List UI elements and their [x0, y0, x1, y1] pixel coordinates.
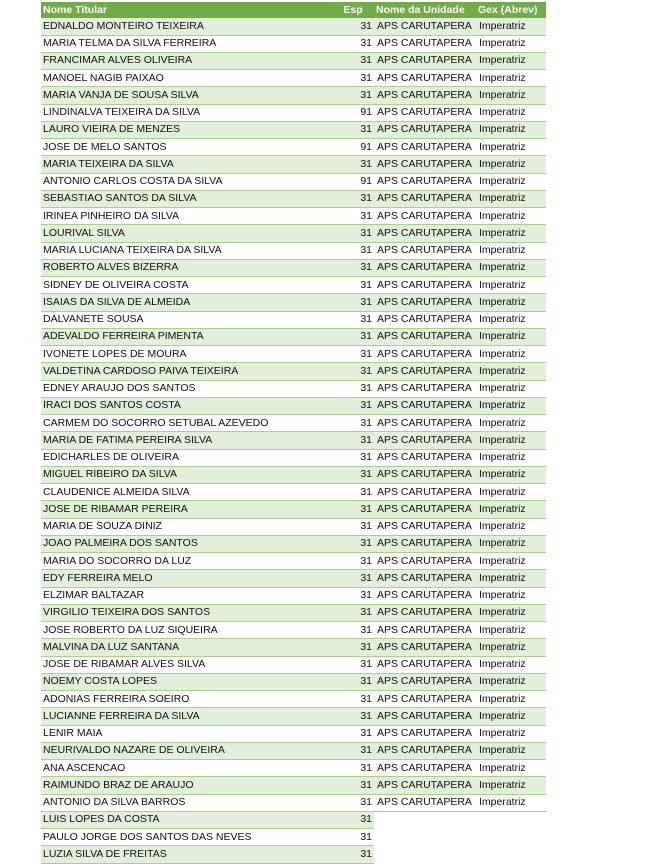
cell-esp[interactable]: 31: [332, 432, 374, 449]
cell-nome-titular[interactable]: LUIS LOPES DA COSTA: [41, 811, 332, 828]
cell-nome-titular[interactable]: LUCIANNE FERREIRA DA SILVA: [41, 708, 332, 725]
cell-nome-titular[interactable]: LENIR MAIA: [41, 725, 332, 742]
cell-nome-titular[interactable]: EDY FERREIRA MELO: [41, 570, 332, 587]
cell-nome-titular[interactable]: RAIMUNDO BRAZ DE ARAUJO: [41, 777, 332, 794]
table-row: [41, 829, 546, 846]
cell-gex[interactable]: Imperatriz: [476, 673, 546, 690]
cell-nome-unidade[interactable]: APS CARUTAPERA: [374, 139, 476, 156]
cell-gex[interactable]: Imperatriz: [476, 656, 546, 673]
cell-esp[interactable]: 31: [332, 811, 374, 828]
cell-nome-titular[interactable]: JOSE ROBERTO DA LUZ SIQUEIRA: [41, 622, 332, 639]
cell-nome-titular[interactable]: ADEVALDO FERREIRA PIMENTA: [41, 328, 332, 345]
cell-nome-unidade[interactable]: APS CARUTAPERA: [374, 449, 476, 466]
cell-nome-titular[interactable]: VIRGILIO TEIXEIRA DOS SANTOS: [41, 604, 332, 621]
table-row: [41, 639, 546, 656]
cell-nome-titular[interactable]: JOSE DE RIBAMAR PEREIRA: [41, 501, 332, 518]
cell-nome-titular[interactable]: ROBERTO ALVES BIZERRA: [41, 259, 332, 276]
cell-nome-unidade[interactable]: APS CARUTAPERA: [374, 311, 476, 328]
cell-gex[interactable]: Imperatriz: [476, 121, 546, 138]
cell-esp[interactable]: 31: [332, 363, 374, 380]
cell-nome-titular[interactable]: LAURO VIEIRA DE MENZES: [41, 121, 332, 138]
table-row: [41, 328, 546, 345]
cell-nome-unidade[interactable]: APS CARUTAPERA: [374, 242, 476, 259]
table-row: [41, 363, 546, 380]
table-row: [41, 742, 546, 759]
cell-nome-titular[interactable]: MANOEL NAGIB PAIXAO: [41, 70, 332, 87]
cell-gex[interactable]: Imperatriz: [476, 449, 546, 466]
cell-gex[interactable]: [476, 846, 546, 863]
cell-gex[interactable]: Imperatriz: [476, 535, 546, 552]
cell-gex[interactable]: Imperatriz: [476, 18, 546, 35]
cell-gex[interactable]: Imperatriz: [476, 190, 546, 207]
cell-nome-unidade[interactable]: APS CARUTAPERA: [374, 397, 476, 414]
cell-gex[interactable]: Imperatriz: [476, 52, 546, 69]
header-nome-unidade[interactable]: Nome da Unidade: [374, 2, 476, 18]
cell-gex[interactable]: Imperatriz: [476, 397, 546, 414]
cell-gex[interactable]: Imperatriz: [476, 311, 546, 328]
cell-nome-titular[interactable]: MALVINA DA LUZ SANTANA: [41, 639, 332, 656]
cell-gex[interactable]: Imperatriz: [476, 415, 546, 432]
cell-esp[interactable]: 31: [332, 639, 374, 656]
cell-nome-unidade[interactable]: APS CARUTAPERA: [374, 466, 476, 483]
table-row: [41, 760, 546, 777]
cell-nome-unidade[interactable]: APS CARUTAPERA: [374, 18, 476, 35]
cell-nome-unidade[interactable]: APS CARUTAPERA: [374, 259, 476, 276]
table-row: [41, 277, 546, 294]
cell-nome-unidade[interactable]: APS CARUTAPERA: [374, 346, 476, 363]
cell-nome-unidade[interactable]: APS CARUTAPERA: [374, 777, 476, 794]
cell-gex[interactable]: Imperatriz: [476, 725, 546, 742]
cell-gex[interactable]: Imperatriz: [476, 225, 546, 242]
cell-gex[interactable]: Imperatriz: [476, 518, 546, 535]
cell-nome-titular[interactable]: MARIA VANJA DE SOUSA SILVA: [41, 87, 332, 104]
table-row: [41, 173, 546, 190]
cell-nome-titular[interactable]: IVONETE LOPES DE MOURA: [41, 346, 332, 363]
cell-nome-titular[interactable]: IRINEA PINHEIRO DA SILVA: [41, 208, 332, 225]
table-row: [41, 725, 546, 742]
cell-esp[interactable]: 31: [332, 35, 374, 52]
cell-nome-unidade[interactable]: APS CARUTAPERA: [374, 501, 476, 518]
table-row: [41, 225, 546, 242]
cell-nome-titular[interactable]: CLAUDENICE ALMEIDA SILVA: [41, 484, 332, 501]
cell-esp[interactable]: 31: [332, 18, 374, 35]
cell-nome-unidade[interactable]: APS CARUTAPERA: [374, 794, 476, 811]
cell-esp[interactable]: 31: [332, 466, 374, 483]
cell-esp[interactable]: 31: [332, 311, 374, 328]
cell-gex[interactable]: Imperatriz: [476, 587, 546, 604]
cell-gex[interactable]: Imperatriz: [476, 380, 546, 397]
cell-nome-unidade[interactable]: [374, 811, 476, 828]
cell-nome-titular[interactable]: EDICHARLES DE OLIVEIRA: [41, 449, 332, 466]
table-row: [41, 208, 546, 225]
header-esp[interactable]: Esp: [332, 2, 374, 18]
cell-nome-titular[interactable]: LUZIA SILVA DE FREITAS: [41, 846, 332, 863]
cell-nome-unidade[interactable]: APS CARUTAPERA: [374, 622, 476, 639]
table-row: [41, 604, 546, 621]
cell-nome-titular[interactable]: NEURIVALDO NAZARE DE OLIVEIRA: [41, 742, 332, 759]
cell-nome-unidade[interactable]: APS CARUTAPERA: [374, 190, 476, 207]
table-row: [41, 259, 546, 276]
table-row: [41, 501, 546, 518]
cell-gex[interactable]: Imperatriz: [476, 259, 546, 276]
cell-esp[interactable]: 31: [332, 415, 374, 432]
cell-esp[interactable]: 31: [332, 518, 374, 535]
cell-nome-titular[interactable]: SEBASTIAO SANTOS DA SILVA: [41, 190, 332, 207]
cell-nome-unidade[interactable]: APS CARUTAPERA: [374, 328, 476, 345]
cell-nome-titular[interactable]: DALVANETE SOUSA: [41, 311, 332, 328]
cell-nome-titular[interactable]: ANTONIO CARLOS COSTA DA SILVA: [41, 173, 332, 190]
cell-nome-titular[interactable]: JOAO PALMEIRA DOS SANTOS: [41, 535, 332, 552]
table-row: [41, 18, 546, 35]
cell-esp[interactable]: 31: [332, 777, 374, 794]
cell-nome-titular[interactable]: PAULO JORGE DOS SANTOS DAS NEVES: [41, 829, 332, 846]
table-row: [41, 121, 546, 138]
cell-gex[interactable]: Imperatriz: [476, 294, 546, 311]
cell-gex[interactable]: Imperatriz: [476, 87, 546, 104]
cell-nome-unidade[interactable]: APS CARUTAPERA: [374, 156, 476, 173]
cell-nome-titular[interactable]: SIDNEY DE OLIVEIRA COSTA: [41, 277, 332, 294]
cell-gex[interactable]: Imperatriz: [476, 742, 546, 759]
cell-gex[interactable]: Imperatriz: [476, 484, 546, 501]
cell-nome-unidade[interactable]: APS CARUTAPERA: [374, 87, 476, 104]
cell-nome-titular[interactable]: EDNEY ARAUJO DOS SANTOS: [41, 380, 332, 397]
cell-nome-titular[interactable]: MARIA DE FATIMA PEREIRA SILVA: [41, 432, 332, 449]
table-row: [41, 294, 546, 311]
cell-gex[interactable]: Imperatriz: [476, 777, 546, 794]
cell-nome-unidade[interactable]: APS CARUTAPERA: [374, 277, 476, 294]
cell-nome-unidade[interactable]: APS CARUTAPERA: [374, 708, 476, 725]
cell-nome-titular[interactable]: ELZIMAR BALTAZAR: [41, 587, 332, 604]
cell-nome-unidade[interactable]: APS CARUTAPERA: [374, 673, 476, 690]
table-row: [41, 70, 546, 87]
cell-nome-unidade[interactable]: APS CARUTAPERA: [374, 760, 476, 777]
cell-gex[interactable]: Imperatriz: [476, 277, 546, 294]
cell-nome-unidade[interactable]: APS CARUTAPERA: [374, 70, 476, 87]
table-row: [41, 622, 546, 639]
table-row: [41, 415, 546, 432]
cell-nome-titular[interactable]: VALDETINA CARDOSO PAIVA TEIXEIRA: [41, 363, 332, 380]
cell-esp[interactable]: 31: [332, 570, 374, 587]
cell-nome-unidade[interactable]: APS CARUTAPERA: [374, 535, 476, 552]
cell-esp[interactable]: 31: [332, 449, 374, 466]
cell-esp[interactable]: 31: [332, 553, 374, 570]
cell-esp[interactable]: 91: [332, 104, 374, 121]
table-row: [41, 346, 546, 363]
cell-nome-titular[interactable]: IRACI DOS SANTOS COSTA: [41, 397, 332, 414]
table-row: [41, 397, 546, 414]
table-row: [41, 535, 546, 552]
cell-nome-unidade[interactable]: APS CARUTAPERA: [374, 35, 476, 52]
table-row: [41, 656, 546, 673]
cell-gex[interactable]: Imperatriz: [476, 346, 546, 363]
cell-esp[interactable]: 31: [332, 380, 374, 397]
cell-esp[interactable]: 31: [332, 87, 374, 104]
cell-nome-unidade[interactable]: APS CARUTAPERA: [374, 104, 476, 121]
cell-gex[interactable]: Imperatriz: [476, 139, 546, 156]
cell-gex[interactable]: Imperatriz: [476, 70, 546, 87]
table-row: [41, 87, 546, 104]
cell-gex[interactable]: Imperatriz: [476, 208, 546, 225]
cell-nome-unidade[interactable]: APS CARUTAPERA: [374, 208, 476, 225]
cell-esp[interactable]: 31: [332, 190, 374, 207]
cell-gex[interactable]: Imperatriz: [476, 708, 546, 725]
cell-gex[interactable]: Imperatriz: [476, 570, 546, 587]
cell-nome-unidade[interactable]: APS CARUTAPERA: [374, 656, 476, 673]
cell-esp[interactable]: 31: [332, 604, 374, 621]
cell-esp[interactable]: 31: [332, 259, 374, 276]
cell-esp[interactable]: 31: [332, 156, 374, 173]
cell-nome-unidade[interactable]: APS CARUTAPERA: [374, 484, 476, 501]
table-row: [41, 777, 546, 794]
cell-nome-titular[interactable]: LINDINALVA TEIXEIRA DA SILVA: [41, 104, 332, 121]
cell-esp[interactable]: 31: [332, 484, 374, 501]
cell-gex[interactable]: Imperatriz: [476, 328, 546, 345]
cell-nome-titular[interactable]: MARIA TELMA DA SILVA FERREIRA: [41, 35, 332, 52]
cell-esp[interactable]: 31: [332, 656, 374, 673]
cell-esp[interactable]: 31: [332, 328, 374, 345]
cell-esp[interactable]: 31: [332, 294, 374, 311]
cell-esp[interactable]: 31: [332, 121, 374, 138]
cell-nome-titular[interactable]: NOEMY COSTA LOPES: [41, 673, 332, 690]
table-row: [41, 673, 546, 690]
cell-esp[interactable]: 31: [332, 535, 374, 552]
cell-esp[interactable]: 31: [332, 673, 374, 690]
table-row: [41, 139, 546, 156]
cell-gex[interactable]: Imperatriz: [476, 432, 546, 449]
table-row: [41, 794, 546, 811]
cell-esp[interactable]: 31: [332, 760, 374, 777]
table-row: [41, 432, 546, 449]
cell-nome-unidade[interactable]: APS CARUTAPERA: [374, 52, 476, 69]
spreadsheet-table-container: [41, 2, 546, 864]
cell-esp[interactable]: 91: [332, 173, 374, 190]
cell-gex[interactable]: Imperatriz: [476, 622, 546, 639]
table-row: [41, 708, 546, 725]
cell-esp[interactable]: 31: [332, 794, 374, 811]
cell-nome-titular[interactable]: FRANCIMAR ALVES OLIVEIRA: [41, 52, 332, 69]
cell-nome-unidade[interactable]: APS CARUTAPERA: [374, 570, 476, 587]
table-row: [41, 691, 546, 708]
cell-esp[interactable]: 31: [332, 622, 374, 639]
cell-nome-unidade[interactable]: APS CARUTAPERA: [374, 225, 476, 242]
cell-gex[interactable]: Imperatriz: [476, 173, 546, 190]
cell-gex[interactable]: Imperatriz: [476, 242, 546, 259]
cell-esp[interactable]: 31: [332, 829, 374, 846]
cell-nome-unidade[interactable]: APS CARUTAPERA: [374, 691, 476, 708]
table-row: [41, 52, 546, 69]
cell-nome-unidade[interactable]: APS CARUTAPERA: [374, 587, 476, 604]
table-row: [41, 484, 546, 501]
cell-esp[interactable]: 31: [332, 742, 374, 759]
cell-esp[interactable]: 31: [332, 846, 374, 863]
cell-esp[interactable]: 31: [332, 397, 374, 414]
cell-nome-titular[interactable]: MARIA TEIXEIRA DA SILVA: [41, 156, 332, 173]
cell-gex[interactable]: Imperatriz: [476, 501, 546, 518]
cell-nome-unidade[interactable]: APS CARUTAPERA: [374, 173, 476, 190]
table-row: [41, 380, 546, 397]
cell-nome-unidade[interactable]: APS CARUTAPERA: [374, 518, 476, 535]
cell-nome-unidade[interactable]: APS CARUTAPERA: [374, 639, 476, 656]
cell-nome-titular[interactable]: ADONIAS FERREIRA SOEIRO: [41, 691, 332, 708]
cell-gex[interactable]: Imperatriz: [476, 760, 546, 777]
cell-esp[interactable]: 31: [332, 346, 374, 363]
table-row: [41, 570, 546, 587]
table-row: [41, 242, 546, 259]
table-body: [41, 18, 546, 863]
beneficiaries-table: [41, 2, 546, 864]
cell-nome-titular[interactable]: ANTONIO DA SILVA BARROS: [41, 794, 332, 811]
cell-nome-unidade[interactable]: APS CARUTAPERA: [374, 604, 476, 621]
table-row: [41, 35, 546, 52]
cell-gex[interactable]: Imperatriz: [476, 35, 546, 52]
cell-esp[interactable]: 31: [332, 725, 374, 742]
table-row: [41, 811, 546, 828]
cell-nome-unidade[interactable]: APS CARUTAPERA: [374, 380, 476, 397]
header-nome-titular[interactable]: Nome Titular: [41, 2, 332, 18]
cell-nome-titular[interactable]: MARIA LUCIANA TEIXEIRA DA SILVA: [41, 242, 332, 259]
table-row: [41, 190, 546, 207]
cell-nome-titular[interactable]: MARIA DE SOUZA DINIZ: [41, 518, 332, 535]
cell-nome-unidade[interactable]: APS CARUTAPERA: [374, 294, 476, 311]
cell-esp[interactable]: 31: [332, 708, 374, 725]
cell-esp[interactable]: 31: [332, 587, 374, 604]
cell-nome-titular[interactable]: MARIA DO SOCORRO DA LUZ: [41, 553, 332, 570]
cell-nome-unidade[interactable]: APS CARUTAPERA: [374, 415, 476, 432]
cell-nome-unidade[interactable]: APS CARUTAPERA: [374, 121, 476, 138]
cell-esp[interactable]: 31: [332, 277, 374, 294]
cell-esp[interactable]: 31: [332, 501, 374, 518]
table-row: [41, 104, 546, 121]
cell-gex[interactable]: Imperatriz: [476, 691, 546, 708]
cell-esp[interactable]: 31: [332, 208, 374, 225]
cell-nome-titular[interactable]: ISAIAS DA SILVA DE ALMEIDA: [41, 294, 332, 311]
cell-nome-unidade[interactable]: APS CARUTAPERA: [374, 432, 476, 449]
cell-esp[interactable]: 91: [332, 139, 374, 156]
cell-nome-titular[interactable]: ANA ASCENCAO: [41, 760, 332, 777]
cell-gex[interactable]: Imperatriz: [476, 794, 546, 811]
cell-nome-unidade[interactable]: APS CARUTAPERA: [374, 363, 476, 380]
cell-nome-titular[interactable]: CARMEM DO SOCORRO SETUBAL AZEVEDO: [41, 415, 332, 432]
table-row: [41, 466, 546, 483]
cell-nome-unidade[interactable]: [374, 829, 476, 846]
table-row: [41, 156, 546, 173]
cell-esp[interactable]: 31: [332, 242, 374, 259]
cell-gex[interactable]: Imperatriz: [476, 639, 546, 656]
table-row: [41, 846, 546, 863]
cell-nome-titular[interactable]: LOURIVAL SILVA: [41, 225, 332, 242]
cell-gex[interactable]: Imperatriz: [476, 466, 546, 483]
cell-esp[interactable]: 31: [332, 52, 374, 69]
cell-nome-titular[interactable]: JOSE DE RIBAMAR ALVES SILVA: [41, 656, 332, 673]
cell-gex[interactable]: [476, 829, 546, 846]
cell-gex[interactable]: [476, 811, 546, 828]
header-row: [41, 2, 546, 18]
cell-nome-unidade[interactable]: APS CARUTAPERA: [374, 742, 476, 759]
cell-esp[interactable]: 31: [332, 70, 374, 87]
cell-nome-unidade[interactable]: [374, 846, 476, 863]
cell-gex[interactable]: Imperatriz: [476, 156, 546, 173]
cell-nome-titular[interactable]: MIGUEL RIBEIRO DA SILVA: [41, 466, 332, 483]
header-gex[interactable]: Gex (Abrev): [476, 2, 546, 18]
table-row: [41, 311, 546, 328]
cell-esp[interactable]: 31: [332, 691, 374, 708]
table-row: [41, 587, 546, 604]
cell-esp[interactable]: 31: [332, 225, 374, 242]
cell-nome-unidade[interactable]: APS CARUTAPERA: [374, 725, 476, 742]
cell-nome-unidade[interactable]: APS CARUTAPERA: [374, 553, 476, 570]
cell-gex[interactable]: Imperatriz: [476, 553, 546, 570]
table-row: [41, 449, 546, 466]
cell-gex[interactable]: Imperatriz: [476, 604, 546, 621]
cell-gex[interactable]: Imperatriz: [476, 104, 546, 121]
table-row: [41, 518, 546, 535]
table-row: [41, 553, 546, 570]
cell-nome-titular[interactable]: EDNALDO MONTEIRO TEIXEIRA: [41, 18, 332, 35]
cell-nome-titular[interactable]: JOSE DE MELO SANTOS: [41, 139, 332, 156]
cell-gex[interactable]: Imperatriz: [476, 363, 546, 380]
